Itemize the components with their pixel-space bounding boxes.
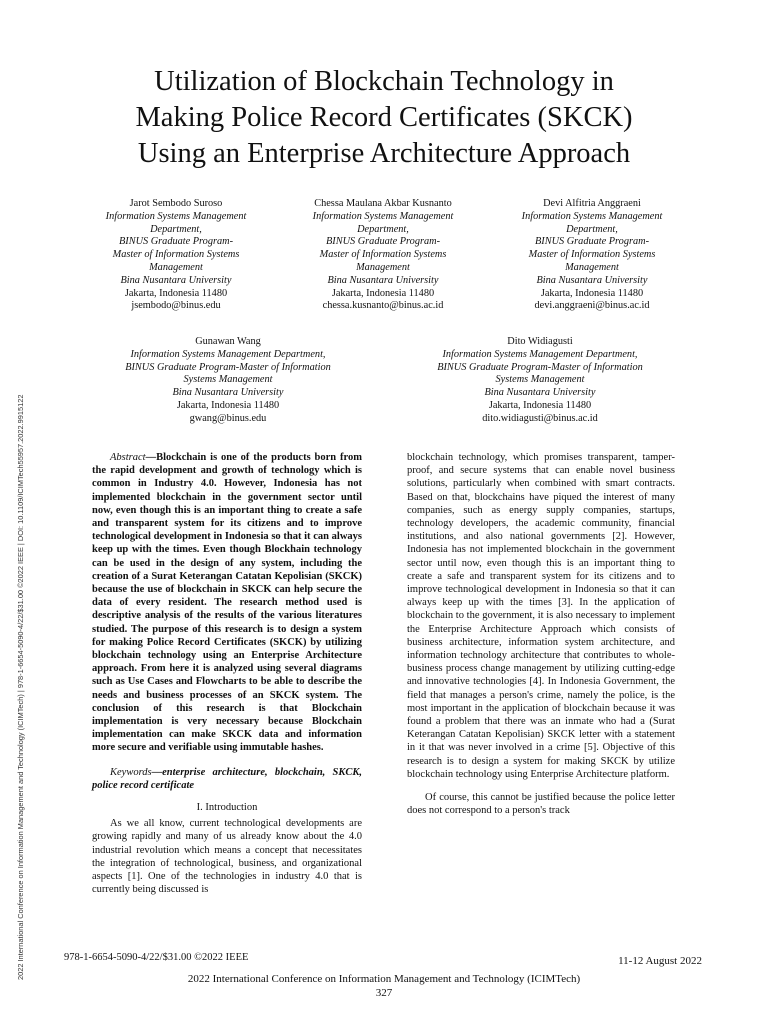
author-dept: Department, (150, 223, 202, 235)
author-block-5 (412, 336, 668, 426)
footer-date: 11-12 August 2022 (618, 955, 702, 967)
title-line-2: Making Police Record Certificates (SKCK) (135, 102, 633, 133)
author-email: gwang@binus.edu (189, 412, 267, 424)
author-program: BINUS Graduate Program- (118, 236, 234, 248)
author-program: Systems Management (183, 374, 273, 386)
author-block-4 (100, 336, 356, 426)
right-column (407, 451, 675, 817)
author-program: Systems Management (495, 374, 585, 386)
abstract-text: Blockchain is one of the products born from the rapid development and growth of technology which is common in Industry 4.0. However, Indonesia has not implemented blockchain in the government sector until now, even though this is an important thing to create a safe and transparent system for its citizens and to improve technological development in Indonesia so that it can always keep up with the times. Even though Blockhain technology can be used in the design of any system, including the creation of a Surat Keterangan Catatan Kepolisian (SKCK) because the use of blockchain in SKCK can help secure the data of every resident. The research method used is descriptive analysis of the results of the various literatures studied. The purpose of this research is to design a system for making Police Record Certificates (SKCK) by utilizing blockchain technology using an Enterprise Architecture approach. From here it is analyzed using several diagrams such as Use Cases and Flowcharts to be able to describe the needs and business processes of an SKCK system. The conclusion of this research is that Blockchain implementation is very necessary because Blockchain implementation can make SKCK data and information more secure and verifiable using immutable hashes. (92, 452, 362, 754)
doi-sidebar: 2022 International Conference on Information Management and Technology (ICIMTech) | 978-1-6654-5090-4/22/$31.00 ©2022 IEEE | DOI: 10.1109/ICIMTech55957.2022.9915122 (16, 394, 25, 980)
author-program: Master of Information Systems (112, 249, 240, 261)
author-program: BINUS Graduate Program-Master of Information (437, 361, 643, 373)
author-dept: Department, (566, 223, 618, 235)
author-name: Gunawan Wang (195, 336, 261, 347)
author-dept: Information Systems Management Department, (130, 348, 326, 360)
author-city: Jakarta, Indonesia 11480 (540, 287, 644, 299)
author-name: Jarot Sembodo Suroso (129, 198, 223, 209)
author-city: Jakarta, Indonesia 11480 (488, 399, 592, 411)
footer-isbn: 978-1-6654-5090-4/22/$31.00 ©2022 IEEE (64, 952, 249, 963)
author-program: Management (356, 261, 410, 273)
author-dept: Information Systems Management (521, 210, 663, 222)
author-program: BINUS Graduate Program-Master of Information (125, 361, 331, 373)
author-email: chessa.kusnanto@binus.ac.id (322, 300, 444, 312)
author-block-1 (86, 198, 266, 313)
author-program: BINUS Graduate Program- (534, 236, 650, 248)
author-program: Master of Information Systems (319, 249, 447, 261)
author-name: Chessa Maulana Akbar Kusnanto (314, 198, 452, 209)
author-program: BINUS Graduate Program- (325, 236, 441, 248)
author-email: jsembodo@binus.edu (131, 300, 221, 312)
intro-paragraph: As we all know, current technological developments are growing rapidly and many of us already know about the 4.0 industrial revolution which means a concept that necessitates the integration of technological, business, and organizational aspects [1]. One of the technologies in industry 4.0 that is currently being discussed is (92, 818, 362, 896)
author-program: Master of Information Systems (528, 249, 656, 261)
footer (0, 972, 768, 1000)
author-university: Bina Nusantara University (536, 274, 648, 286)
author-city: Jakarta, Indonesia 11480 (331, 287, 435, 299)
section-heading: I. Introduction (196, 802, 258, 814)
author-dept: Information Systems Management Department, (442, 348, 638, 360)
abstract (92, 451, 362, 755)
abstract-dash: — (145, 452, 157, 463)
author-city: Jakarta, Indonesia 11480 (176, 399, 280, 411)
author-dept: Department, (357, 223, 409, 235)
author-university: Bina Nusantara University (484, 387, 596, 399)
page-number: 327 (375, 987, 393, 999)
author-name: Devi Alfitria Anggraeni (543, 198, 641, 209)
author-block-3 (502, 198, 682, 313)
author-university: Bina Nusantara University (327, 274, 439, 286)
author-program: Management (149, 261, 203, 273)
keywords (92, 766, 362, 792)
keywords-lead: Keywords (110, 766, 152, 778)
author-dept: Information Systems Management (312, 210, 454, 222)
title-line-1: Utilization of Blockchain Technology in (154, 66, 614, 97)
author-email: devi.anggraeni@binus.ac.id (534, 300, 650, 312)
keywords-text: —enterprise architecture, blockchain, SKCK, police record certificate (92, 766, 362, 791)
author-dept: Information Systems Management (105, 210, 247, 222)
author-university: Bina Nusantara University (120, 274, 232, 286)
author-name: Dito Widiagusti (507, 336, 573, 347)
left-column (92, 451, 362, 897)
author-city: Jakarta, Indonesia 11480 (124, 287, 228, 299)
footer-conference: 2022 International Conference on Information Management and Technology (ICIMTech) (187, 973, 581, 985)
paper-title (60, 64, 708, 172)
author-university: Bina Nusantara University (172, 387, 284, 399)
author-program: Management (565, 261, 619, 273)
author-email: dito.widiagusti@binus.ac.id (482, 412, 598, 424)
title-line-3: Using an Enterprise Architecture Approach (137, 138, 631, 169)
body-paragraph: Of course, this cannot be justified because the police letter does not correspond to a person's track (407, 792, 675, 817)
body-paragraph: blockchain technology, which promises transparent, tamper-proof, and secure systems that can enable novel business solutions, particularly when combined with smart contracts. Based on that, blockchains have piqued the interest of many companies, such as energy supply companies, startups, technology developers, the academic community, financial institutions, and also national governments [2]. However, Indonesia has not implemented blockchain in the government sector until now, even though this is an important thing to create a safe and transparent system for its citizens and to improve technological development in Indonesia so that it can always keep up with the times [3]. In the application of blockchain to the government, it is also necessary to implement the Enterprise Architecture Approach which consists of business architecture, information system architecture, and information technology architecture that contributes to whole-business process change management by utilizing cutting-edge and innovative technologies [4]. In Indonesia Government, the field that manages a person's crime, namely the police, is the most important in the application of blockchain because it was found a problem that there was an inmate who had a (Surat Keterangan Catatan Kepolisian) SKCK letter with a statement in it that was never involved in a crime [5]. Objective of this research is to design a system for making SKCK by utilize blockchain technology using Enterprise Architecture platform. (407, 452, 675, 780)
abstract-lead: Abstract (110, 452, 146, 463)
author-block-2 (288, 198, 478, 313)
